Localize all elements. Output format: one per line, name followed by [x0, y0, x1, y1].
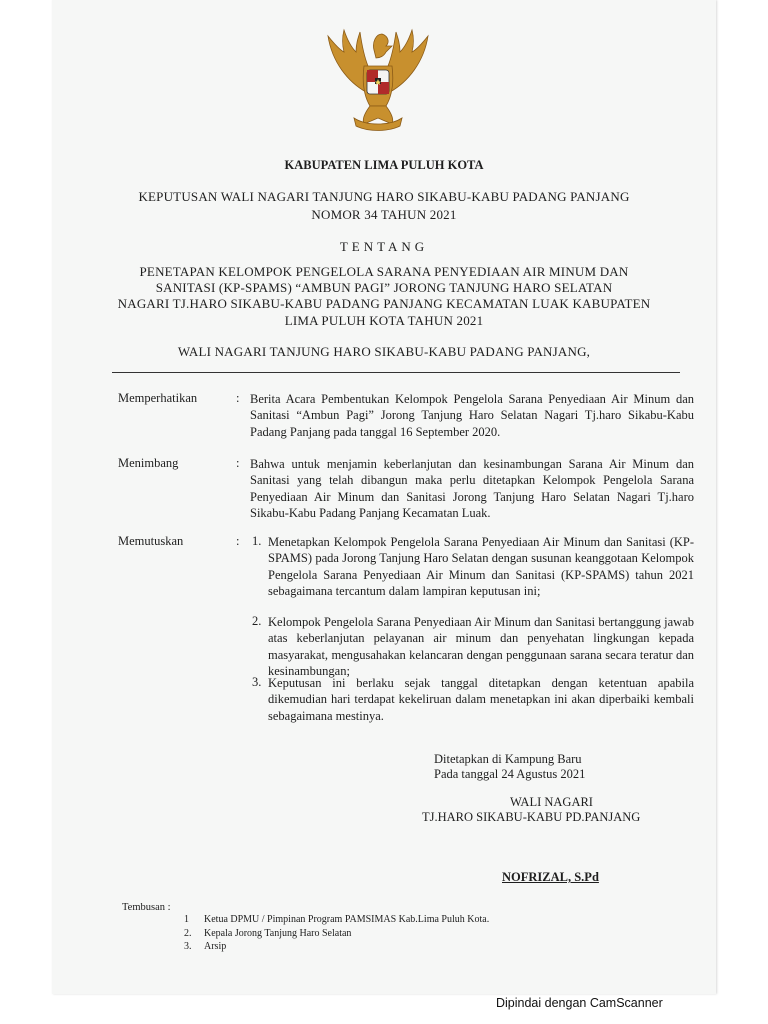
decree-title: KEPUTUSAN WALI NAGARI TANJUNG HARO SIKABU-KABU PADANG PANJANG: [138, 189, 630, 204]
decree-number: NOMOR 34 TAHUN 2021: [311, 207, 457, 222]
subject-line-2: SANITASI (KP-SPAMS) “AMBUN PAGI” JORONG TANJUNG HARO SELATAN: [155, 280, 613, 295]
label-memperhatikan: Memperhatikan: [118, 391, 198, 405]
item-number: 1.: [252, 534, 262, 548]
subject-line-1: PENETAPAN KELOMPOK PENGELOLA SARANA PENYEDIAAN AIR MINUM DAN: [139, 264, 629, 279]
signatory-office: TJ.HARO SIKABU-KABU PD.PANJANG: [422, 810, 641, 824]
item-number: 2.: [252, 614, 262, 628]
tembusan-item-3: Arsip: [204, 941, 227, 952]
colon: :: [236, 391, 240, 405]
colon: :: [236, 456, 240, 470]
tembusan-number: 1: [184, 914, 189, 925]
tembusan-item-1: Ketua DPMU / Pimpinan Program PAMSIMAS Kab.Lima Puluh Kota.: [204, 914, 490, 925]
tembusan-number: 2.: [184, 928, 192, 939]
item-number: 3.: [252, 675, 262, 689]
regency-title: KABUPATEN LIMA PULUH KOTA: [284, 158, 484, 172]
issuer-line: WALI NAGARI TANJUNG HARO SIKABU-KABU PADANG PANJANG,: [177, 344, 591, 359]
decision-item-3: Keputusan ini berlaku sejak tanggal ditetapkan dengan ketentuan apabila dikemudian hari terdapat kekeliruan dalam menetapkan ini akan diperbaiki kembali sebagaimana mestinya.: [268, 676, 694, 723]
place-line: Ditetapkan di Kampung Baru: [434, 752, 582, 766]
subject-line-4: LIMA PULUH KOTA TAHUN 2021: [284, 313, 484, 328]
label-memutuskan: Memutuskan: [118, 534, 184, 548]
tembusan-number: 3.: [184, 941, 192, 952]
scanner-watermark: Dipindai dengan CamScanner: [496, 996, 663, 1010]
subject-line-3: NAGARI TJ.HARO SIKABU-KABU PADANG PANJANG KECAMATAN LUAK KABUPATEN: [117, 296, 651, 311]
colon: :: [236, 534, 240, 548]
signatory-title: WALI NAGARI: [510, 795, 593, 809]
date-line: Pada tanggal 24 Agustus 2021: [434, 767, 586, 781]
decision-item-1: Menetapkan Kelompok Pengelola Sarana Penyediaan Air Minum dan Sanitasi (KP-SPAMS) pada Jorong Tanjung Haro Selatan dengan susunan keanggotaan Kelompok Pengelola Sarana Penyediaan Air Minum dan Sanitasi (KP-SPAMS) tahun 2021 sebagaimana tercantum dalam lampiran keputusan ini;: [268, 535, 694, 598]
divider: [112, 372, 680, 373]
about-heading: TENTANG: [339, 239, 429, 254]
text-menimbang: Bahwa untuk menjamin keberlanjutan dan kesinambungan Sarana Air Minum dan Sanitasi yang telah dibangun maka perlu ditetapkan Kelompok Pengelola Sarana Penyediaan Air Minum dan Sanitasi Jorong Tanjung Haro Selatan Nagari Tj.haro Sikabu-Kabu Padang Panjang Kecamatan Luak.: [250, 457, 694, 520]
label-menimbang: Menimbang: [118, 456, 179, 470]
tembusan-item-2: Kepala Jorong Tanjung Haro Selatan: [204, 928, 352, 939]
tembusan-label: Tembusan :: [122, 902, 171, 913]
garuda-emblem-icon: [318, 22, 438, 138]
decision-item-2: Kelompok Pengelola Sarana Penyediaan Air Minum dan Sanitasi bertanggung jawab atas keberlanjutan pelayanan air minum dan penyehatan lingkungan kepada masyarakat, mengusahakan kelancaran dengan penggunaan sarana secara teratur dan kesinambungan;: [268, 615, 694, 678]
signatory-name: NOFRIZAL, S.Pd: [502, 870, 599, 884]
text-memperhatikan: Berita Acara Pembentukan Kelompok Pengelola Sarana Penyediaan Air Minum dan Sanitasi “Ambun Pagi” Jorong Tanjung Haro Selatan Nagari Tj.haro Sikabu-Kabu Padang Panjang pada tanggal 16 September 2020.: [250, 392, 694, 439]
